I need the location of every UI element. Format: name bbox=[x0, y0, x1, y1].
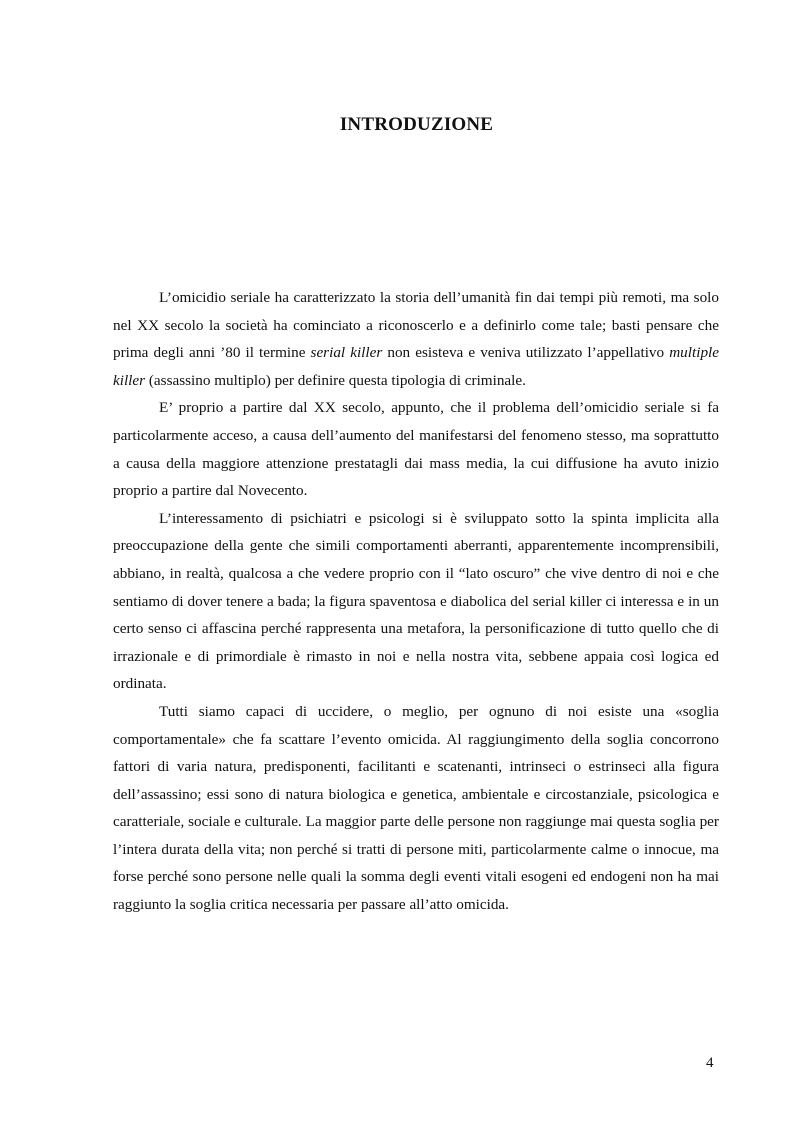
italic-term: serial killer bbox=[310, 344, 383, 362]
text-segment: Tutti siamo capaci di uccidere, o meglio, per ognuno di noi esiste una «soglia comportamentale» che fa scattare l’evento omicida. Al raggiungimento della soglia concorrono fattori di varia natura, predisponenti, facilitanti e scatenanti, intrinseci o estrinseci alla figura dell’assassino; essi sono di natura biologica e genetica, ambientale e circostanziale, psicologica e caratteriale, sociale e culturale. La maggior parte delle persone non raggiunge mai questa soglia per l’intera durata della vita; non perché si tratti di persone miti, particolarmente calme o innocue, ma forse perché sono persone nelle quali la somma degli eventi vitali esogeni ed endogeni non ha mai raggiunto la soglia critica necessaria per passare all’atto omicida. bbox=[113, 702, 719, 914]
paragraph bbox=[113, 698, 719, 919]
text-segment: (assassino multiplo) per definire questa tipologia di criminale. bbox=[145, 371, 526, 389]
body-text bbox=[113, 284, 719, 919]
text-segment: L’omicidio seriale ha caratterizzato la storia dell’umanità fin dai tempi più remoti, ma solo nel XX secolo la società ha cominciato a riconoscerlo e a definirlo come tale; basti pensare che prima degli anni ’80 il termine bbox=[113, 289, 719, 362]
paragraph bbox=[113, 284, 719, 394]
paragraph bbox=[113, 505, 719, 698]
text-segment: L’interessamento di psichiatri e psicologi si è sviluppato sotto la spinta implicita alla preoccupazione della gente che simili comportamenti aberranti, apparentemente incomprensibili, abbiano, in realtà, qualcosa a che vedere proprio con il “lato oscuro” che vive dentro di noi e che sentiamo di dover tenere a bada; la figura spaventosa e diabolica del serial killer ci interessa e in un certo senso ci affascina perché rappresenta una metafora, la personificazione di tutto quello che di irrazionale e di primordiale è rimasto in noi e nella nostra vita, sebbene appaia così logica ed ordinata. bbox=[113, 509, 719, 693]
text-segment: E’ proprio a partire dal XX secolo, appunto, che il problema dell’omicidio seriale si fa particolarmente acceso, a causa dell’aumento del manifestarsi del fenomeno stesso, ma soprattutto a causa della maggiore attenzione prestatagli dai mass media, la cui diffusione ha avuto inizio proprio a partire dal Novecento. bbox=[113, 399, 719, 500]
italic-term: multiple killer bbox=[113, 344, 719, 389]
text-segment: non esisteva e veniva utilizzato l’appellativo bbox=[382, 344, 670, 362]
paragraph bbox=[113, 394, 719, 504]
page-number: 4 bbox=[706, 1055, 714, 1071]
page-title: INTRODUZIONE bbox=[339, 114, 494, 135]
